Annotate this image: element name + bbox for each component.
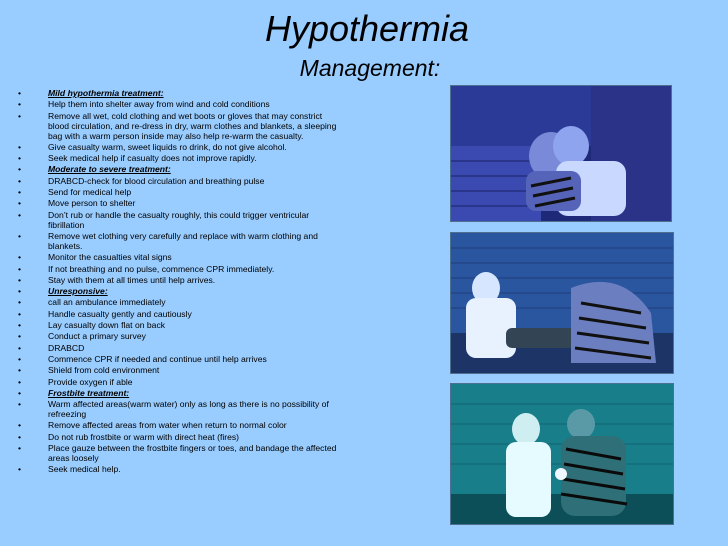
bullet-dot-icon: •	[18, 110, 22, 121]
bullet-dot-icon: •	[18, 286, 22, 297]
bullet-item	[18, 210, 338, 230]
photo-icon	[451, 233, 673, 373]
bullet-item	[18, 443, 338, 463]
bullet-text: Commence CPR if needed and continue until help arrives	[48, 353, 267, 364]
bullet-text: Seek medical help.	[48, 464, 121, 475]
bullet-dot-icon: •	[18, 230, 22, 241]
bullet-item	[18, 343, 338, 353]
bullet-dot-icon: •	[18, 353, 22, 364]
bullet-dot-icon: •	[18, 431, 22, 442]
bullet-dot-icon: •	[18, 141, 22, 152]
bullet-text: Handle casualty gently and cautiously	[48, 308, 192, 319]
bullet-text: Do not rub frostbite or warm with direct heat (fires)	[48, 431, 240, 442]
bullet-dot-icon: •	[18, 420, 22, 431]
slide-title: Hypothermia	[264, 8, 470, 49]
bullet-text: Monitor the casualties vital signs	[48, 252, 172, 263]
bullet-text: Remove all wet, cold clothing and wet boots or gloves that may constrict blood circulation, and re-dress in dry, warm clothes and blankets, a sleeping bag with a warm person inside may also help re-warm the casualty.	[48, 110, 337, 141]
bullet-text: Remove affected areas from water when return to normal color	[48, 420, 287, 431]
bullet-item	[18, 142, 338, 152]
bullet-dot-icon: •	[18, 365, 22, 376]
bullet-text: Remove wet clothing very carefully and replace with warm clothing and blankets.	[48, 230, 318, 251]
bullet-text: Help them into shelter away from wind and cold conditions	[48, 99, 270, 110]
bullet-text: Move person to shelter	[48, 198, 136, 209]
bullet-text: Moderate to severe treatment:	[48, 164, 171, 175]
bullet-item	[18, 432, 338, 442]
bullet-dot-icon: •	[18, 399, 22, 410]
bullet-dot-icon: •	[18, 198, 22, 209]
bullet-text: Warm affected areas(warm water) only as long as there is no possibility of refreezing	[48, 399, 329, 420]
bullet-item	[18, 99, 338, 109]
bullet-item	[18, 365, 338, 375]
bullet-item	[18, 198, 338, 208]
bullet-heading	[18, 164, 338, 174]
bullet-item	[18, 464, 338, 474]
photo-middle	[450, 232, 674, 374]
bullet-dot-icon: •	[18, 88, 22, 98]
bullet-text: Mild hypothermia treatment:	[48, 88, 164, 98]
bullet-dot-icon: •	[18, 331, 22, 342]
bullet-item	[18, 399, 338, 419]
bullet-dot-icon: •	[18, 164, 22, 175]
bullet-dot-icon: •	[18, 342, 22, 353]
bullet-dot-icon: •	[18, 443, 22, 454]
bullet-dot-icon: •	[18, 297, 22, 308]
bullet-text: Shield from cold environment	[48, 365, 160, 376]
bullet-dot-icon: •	[18, 252, 22, 263]
bullet-dot-icon: •	[18, 153, 22, 164]
bullet-heading	[18, 88, 338, 98]
bullet-dot-icon: •	[18, 464, 22, 475]
bullet-item	[18, 231, 338, 251]
photo-top	[450, 85, 672, 222]
bullet-text: Unresponsive:	[48, 286, 108, 297]
bullet-item	[18, 264, 338, 274]
bullet-heading	[18, 286, 338, 296]
bullet-dot-icon: •	[18, 274, 22, 285]
bullet-text: Seek medical help if casualty does not improve rapidly.	[48, 153, 257, 164]
bullet-list	[18, 88, 338, 476]
bullet-text: Stay with them at all times until help arrives.	[48, 274, 216, 285]
photo-icon	[451, 86, 671, 221]
bullet-item	[18, 176, 338, 186]
bullet-item	[18, 320, 338, 330]
bullet-text: DRABCD	[48, 342, 85, 353]
bullet-dot-icon: •	[18, 209, 22, 220]
bullet-dot-icon: •	[18, 376, 22, 387]
bullet-dot-icon: •	[18, 187, 22, 198]
bullet-text: Don’t rub or handle the casualty roughly, this could trigger ventricular fibrillation	[48, 209, 310, 230]
bullet-item	[18, 354, 338, 364]
bullet-text: call an ambulance immediately	[48, 297, 166, 308]
bullet-text: If not breathing and no pulse, commence CPR immediately.	[48, 263, 275, 274]
bullet-dot-icon: •	[18, 175, 22, 186]
bullet-item	[18, 297, 338, 307]
bullet-item	[18, 153, 338, 163]
bullet-dot-icon: •	[18, 308, 22, 319]
bullet-text: Place gauze between the frostbite fingers or toes, and bandage the affected areas loosely	[48, 443, 337, 464]
bullet-item	[18, 331, 338, 341]
bullet-item	[18, 420, 338, 430]
bullet-text: Conduct a primary survey	[48, 331, 146, 342]
bullet-text: Lay casualty down flat on back	[48, 320, 166, 331]
bullet-text: Frostbite treatment:	[48, 387, 130, 398]
bullet-text: DRABCD-check for blood circulation and breathing pulse	[48, 175, 265, 186]
photo-bottom	[450, 383, 674, 525]
bullet-item	[18, 111, 338, 141]
bullet-item	[18, 377, 338, 387]
slide-subtitle: Management:	[299, 55, 441, 81]
bullet-dot-icon: •	[18, 320, 22, 331]
bullet-text: Give casualty warm, sweet liquids ro drink, do not give alcohol.	[48, 141, 287, 152]
bullet-item	[18, 252, 338, 262]
bullet-item	[18, 309, 338, 319]
bullet-text: Provide oxygen if able	[48, 376, 133, 387]
bullet-heading	[18, 388, 338, 398]
bullet-item	[18, 187, 338, 197]
bullet-dot-icon: •	[18, 99, 22, 110]
bullet-dot-icon: •	[18, 263, 22, 274]
bullet-text: Send for medical help	[48, 187, 132, 198]
bullet-item	[18, 275, 338, 285]
photo-icon	[451, 384, 673, 524]
bullet-dot-icon: •	[18, 387, 22, 398]
